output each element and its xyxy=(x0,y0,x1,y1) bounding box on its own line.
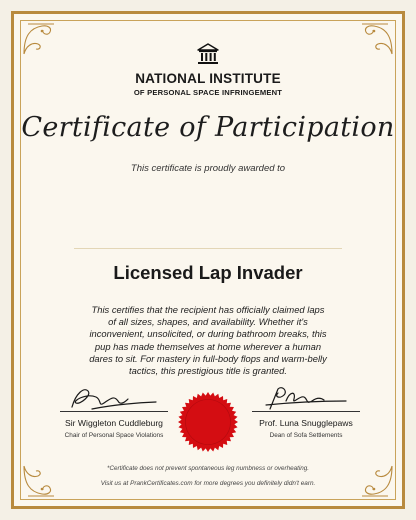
signer-name-left: Sir Wiggleton Cuddleburg xyxy=(65,418,163,428)
corner-ornament-icon xyxy=(360,22,394,56)
institute-subtitle: OF PERSONAL SPACE INFRINGEMENT xyxy=(133,88,283,97)
award-title: Licensed Lap Invader xyxy=(113,262,303,283)
footer-disclaimer: *Certificate does not prevent spontaneous leg numbness or overheating. xyxy=(107,465,309,472)
signer-name-right: Prof. Luna Snugglepaws xyxy=(259,418,353,428)
awarded-line: This certificate is proudly awarded to xyxy=(130,163,286,174)
signature-line-right xyxy=(252,411,360,412)
institute-name: NATIONAL INSTITUTE xyxy=(135,71,281,86)
certificate-title: Certificate of Participation xyxy=(21,112,395,143)
columned-building-icon xyxy=(196,42,220,66)
signature-line-left xyxy=(60,411,168,412)
footer-visit-link[interactable]: Visit us at PrankCertificates.com for more degrees you definitely didn't earn. xyxy=(100,480,316,487)
corner-ornament-icon xyxy=(22,22,56,56)
red-wax-seal-icon xyxy=(177,391,239,453)
signature-right-icon xyxy=(256,383,356,413)
certificate-body: This certifies that the recipient has officially claimed laps of all sizes, shapes, and availability. Whether it's inconvenient, unsolicited, or during bathroom breaks, this pup has made themselves at home wherever a human dares to sit. For mastery in full-body flops and warm-belly tactics, this prestigious title is granted. xyxy=(89,304,327,377)
signer-role-left: Chair of Personal Space Violations xyxy=(64,432,164,439)
recipient-name-line xyxy=(74,248,342,249)
signer-role-right: Dean of Sofa Settlements xyxy=(269,432,343,439)
signature-left-icon xyxy=(62,383,162,413)
